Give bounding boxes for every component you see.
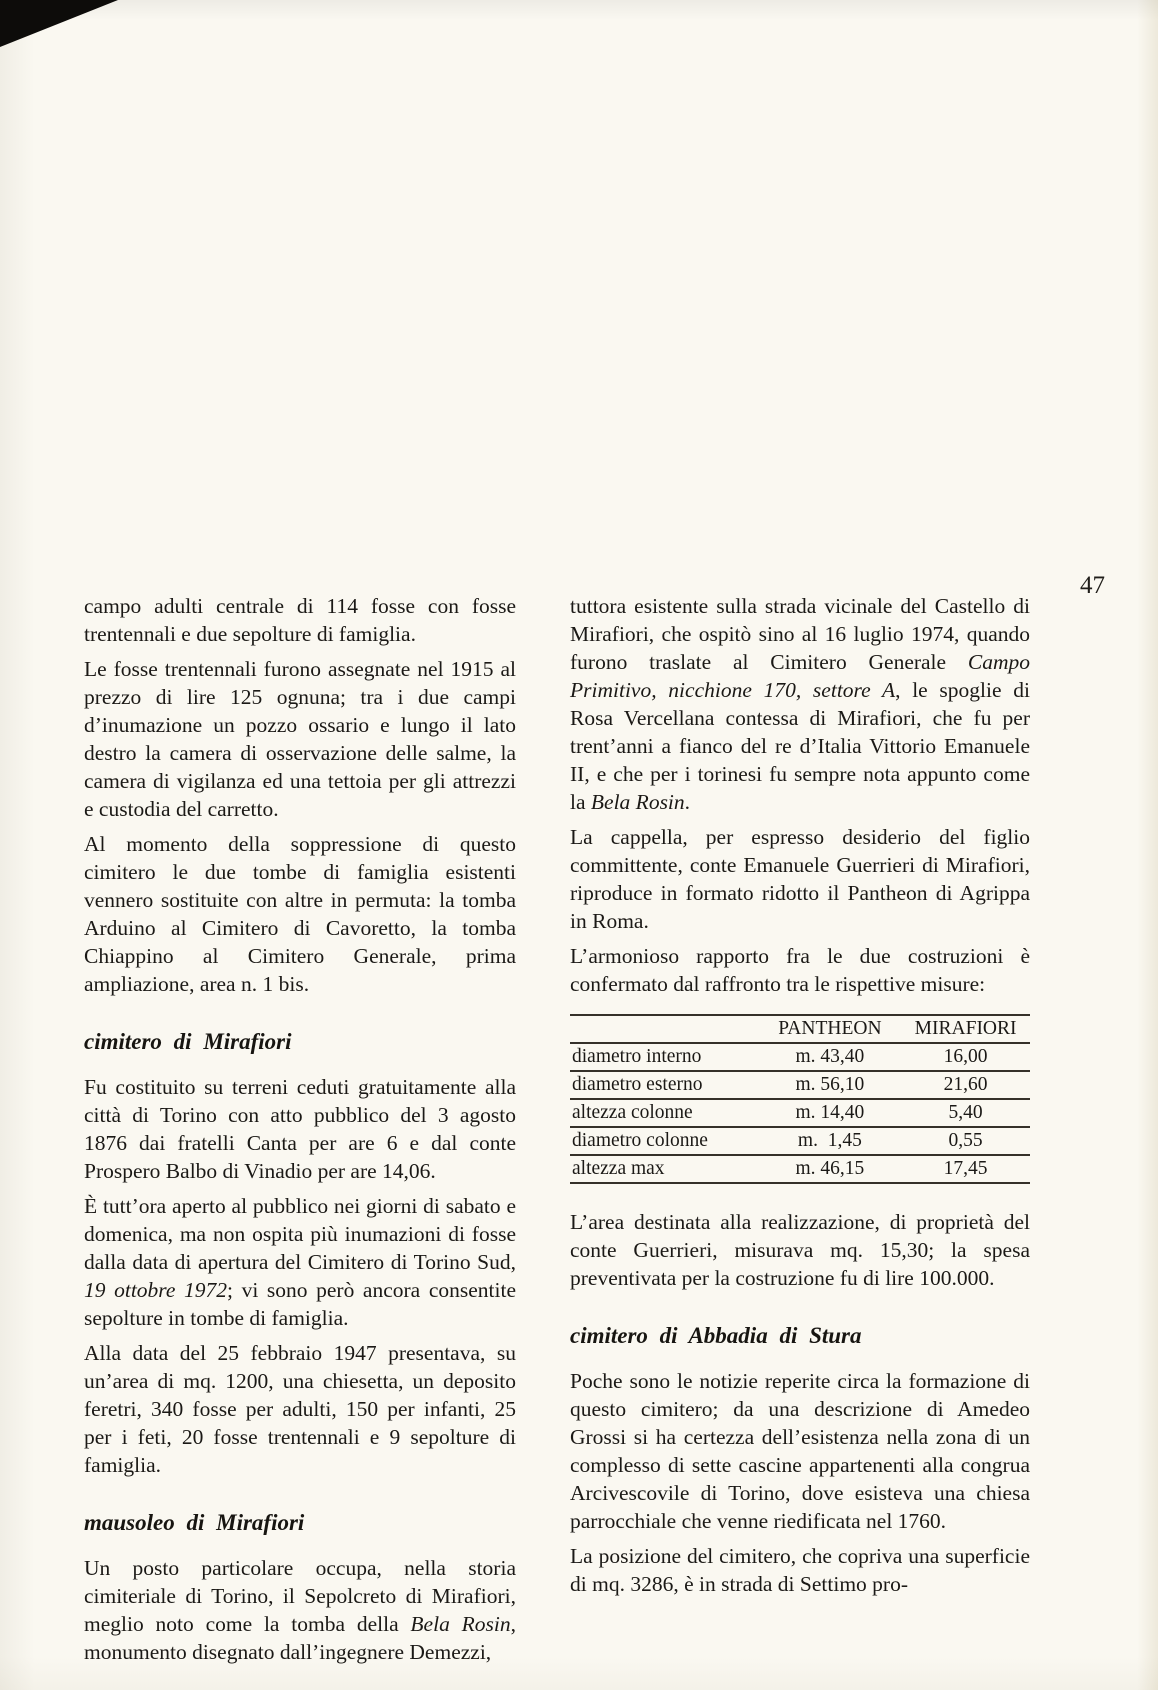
table-cell: m. 14,40 — [759, 1099, 902, 1127]
paragraph-soppressione — [84, 830, 516, 998]
left-column — [84, 592, 516, 1673]
table-cell: diametro interno — [570, 1043, 759, 1071]
table-cell: 0,55 — [901, 1127, 1030, 1155]
paragraph-alla-data-1947 — [84, 1339, 516, 1479]
table-row — [570, 1099, 1030, 1127]
header-cell-empty — [570, 1015, 759, 1043]
table-cell: m. 46,15 — [759, 1155, 902, 1183]
comparison-table-head — [570, 1015, 1030, 1043]
table-cell: diametro esterno — [570, 1071, 759, 1099]
paragraph-area-destinata — [570, 1208, 1030, 1292]
header-cell-mirafiori: MIRAFIORI — [901, 1015, 1030, 1043]
text-run: La cappella, per espresso desiderio del figlio committente, conte Emanuele Guerrieri di Mirafiori, riproduce in formato ridotto il Pantheon di Agrippa in Roma. — [570, 825, 1030, 933]
table-cell: diametro colonne — [570, 1127, 759, 1155]
text-run: Al momento della soppressione di questo cimitero le due tombe di famiglia esistenti vennero sostituite con altre in permuta: la tomba Arduino al Cimitero di Cavoretto, la tomba Chiappino al Cimitero Generale, prima ampliazione, area n. 1 bis. — [84, 832, 516, 996]
table-cell: 17,45 — [901, 1155, 1030, 1183]
right-column — [570, 592, 1030, 1673]
table-row — [570, 1043, 1030, 1071]
text-run: , monumento disegnato dall’ingegnere Demezzi, — [84, 1612, 516, 1664]
table-row — [570, 1071, 1030, 1099]
page-number: 47 — [1080, 572, 1105, 599]
text-run: Un posto particolare occupa, nella storia cimiteriale di Torino, il Sepolcreto di Mirafiori, meglio noto come la tomba della — [84, 1556, 516, 1636]
table-cell: 5,40 — [901, 1099, 1030, 1127]
text-run: Le fosse trentennali furono assegnate nel 1915 al prezzo di lire 125 ognuna; tra i due campi d’inumazione un pozzo ossario e lungo il lato destro la camera di osservazione delle salme, la camera di vigilanza ed una tettoia per gli attrezzi e custodia del carretto. — [84, 657, 516, 821]
section-heading-mausoleo-di-mirafiori: mausoleo di Mirafiori — [84, 1510, 305, 1535]
table-cell: altezza colonne — [570, 1099, 759, 1127]
paragraph-un-posto-particolare — [84, 1554, 516, 1666]
paragraph-poche-notizie — [570, 1367, 1030, 1535]
text-run: , le spoglie di Rosa Vercellana contessa di Mirafiori, che fu per trent’anni a fianco del re d’Italia Vittorio Emanuele II, e che per i torinesi fu sempre nota appunto come la — [570, 678, 1030, 814]
table-cell: m. 56,10 — [759, 1071, 902, 1099]
table-row — [570, 1155, 1030, 1183]
table-cell: 21,60 — [901, 1071, 1030, 1099]
paragraph-armonioso-rapporto — [570, 942, 1030, 998]
text-run: ; vi sono però ancora consentite sepolture in tombe di famiglia. — [84, 1278, 516, 1330]
pantheon-mirafiori-comparison-table — [570, 1014, 1030, 1184]
text-run: campo adulti centrale di 114 fosse con fosse trentennali e due sepolture di famiglia. — [84, 594, 516, 646]
table-cell: m. 43,40 — [759, 1043, 902, 1071]
paragraph-campo-adulti — [84, 592, 516, 648]
text-run: . — [684, 790, 691, 814]
paragraph-la-cappella — [570, 823, 1030, 935]
comparison-table-body — [570, 1043, 1030, 1183]
paragraph-posizione-cimitero — [570, 1542, 1030, 1598]
text-run: La posizione del cimitero, che copriva una superficie di mq. 3286, è in strada di Settimo pro- — [570, 1544, 1030, 1596]
text-run: Fu costituito su terreni ceduti gratuitamente alla città di Torino con atto pubblico del 3 agosto 1876 dai fratelli Canta per are 6 e dal conte Prospero Balbo di Vinadio per are 14,06. — [84, 1075, 516, 1183]
italic-text-run: Bela Rosin — [410, 1612, 511, 1636]
italic-text-run: Campo Primitivo, nicchione 170, settore A — [570, 650, 1030, 702]
paragraph-costituito — [84, 1073, 516, 1185]
italic-text-run: Bela Rosin — [590, 790, 685, 814]
page-content — [84, 592, 1030, 1673]
scan-corner-artifact — [0, 0, 118, 47]
text-run: tuttora esistente sulla strada vicinale del Castello di Mirafiori, che ospitò sino al 16 luglio 1974, quando furono traslate al Cimitero Generale — [570, 594, 1030, 674]
table-cell: m. 1,45 — [759, 1127, 902, 1155]
italic-text-run: 19 ottobre 1972 — [84, 1278, 228, 1302]
comparison-table-wrap — [570, 1014, 1030, 1184]
paragraph-tuttora-esistente — [570, 592, 1030, 816]
paragraph-fosse-trentennali — [84, 655, 516, 823]
section-heading-cimitero-di-abbadia-di-stura: cimitero di Abbadia di Stura — [570, 1323, 862, 1348]
text-run: È tutt’ora aperto al pubblico nei giorni di sabato e domenica, ma non ospita più inumazioni di fosse dalla data di apertura del Cimitero di Torino Sud, — [84, 1194, 516, 1274]
text-run: Poche sono le notizie reperite circa la formazione di questo cimitero; da una descrizione di Amedeo Grossi si ha certezza dell’esistenza nella zona di un complesso di sette cascine appartenenti alla congrua Arcivescovile di Torino, dove esisteva una chiesa parrocchiale che venne riedificata nel 1760. — [570, 1369, 1030, 1533]
section-heading-cimitero-di-mirafiori: cimitero di Mirafiori — [84, 1029, 292, 1054]
table-cell: altezza max — [570, 1155, 759, 1183]
table-cell: 16,00 — [901, 1043, 1030, 1071]
comparison-table-header-row — [570, 1015, 1030, 1043]
text-run: Alla data del 25 febbraio 1947 presentava, su un’area di mq. 1200, una chiesetta, un deposito feretri, 340 fosse per adulti, 150 per infanti, 25 per i feti, 20 fosse trentennali e 9 sepolture di famiglia. — [84, 1341, 516, 1477]
text-run: L’area destinata alla realizzazione, di proprietà del conte Guerrieri, misurava mq. 15,30; la spesa preventivata per la costruzione fu di lire 100.000. — [570, 1210, 1030, 1290]
text-run: L’armonioso rapporto fra le due costruzioni è confermato dal raffronto tra le rispettive misure: — [570, 944, 1030, 996]
table-row — [570, 1127, 1030, 1155]
header-cell-pantheon: PANTHEON — [759, 1015, 902, 1043]
paragraph-aperto-al-pubblico — [84, 1192, 516, 1332]
